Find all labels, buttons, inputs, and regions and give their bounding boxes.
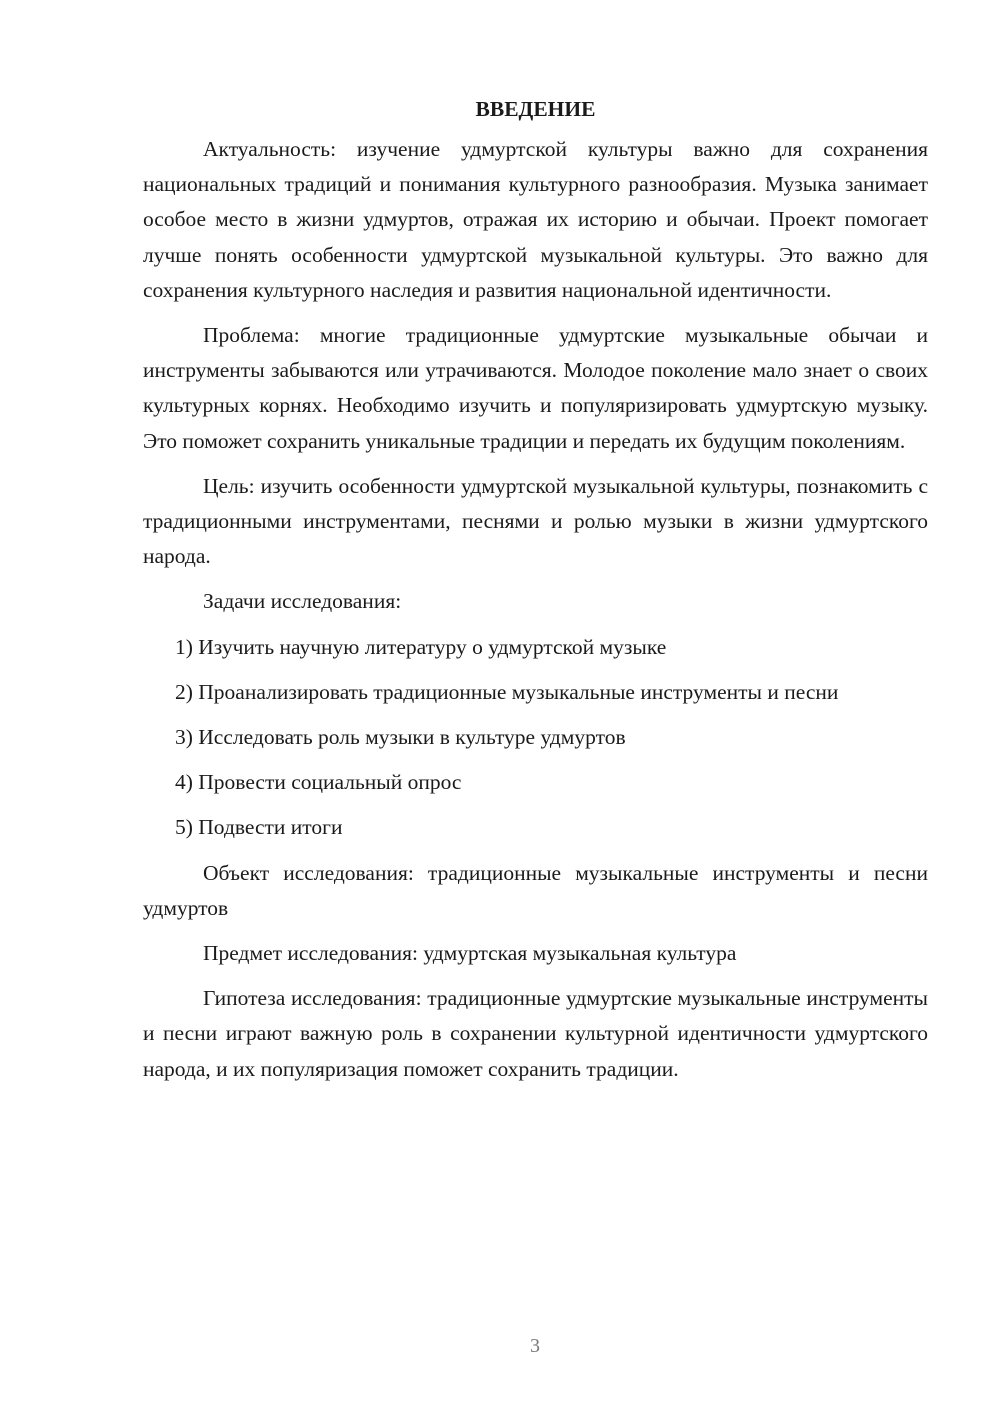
task-item: 5) Подвести итоги <box>175 815 343 840</box>
task-item: 3) Исследовать роль музыки в культуре удмуртов <box>175 725 626 750</box>
problem-paragraph: Проблема: многие традиционные удмуртские музыкальные обычаи и инструменты забываются или утрачиваются. Молодое поколение мало знает о своих культурных корнях. Необходимо изучить и популяризировать удмуртскую музыку. Это поможет сохранить уникальные традиции и передать их будущим поколениям. <box>143 323 928 453</box>
document-page <box>143 92 928 1097</box>
task-item: 4) Провести социальный опрос <box>175 770 462 795</box>
object-paragraph: Объект исследования: традиционные музыкальные инструменты и песни удмуртов <box>143 860 928 920</box>
section-title: ВВЕДЕНИЕ <box>475 97 596 121</box>
goal-paragraph: Цель: изучить особенности удмуртской музыкальной культуры, познакомить с традиционными инструментами, песнями и ролью музыки в жизни удмуртского народа. <box>143 473 928 569</box>
page-number: 3 <box>530 1335 540 1357</box>
task-item: 1) Изучить научную литературу о удмуртской музыке <box>175 634 667 659</box>
tasks-list <box>143 630 928 846</box>
task-item: 2) Проанализировать традиционные музыкальные инструменты и песни <box>175 679 839 704</box>
relevance-paragraph: Актуальность: изучение удмуртской культуры важно для сохранения национальных традиций и понимания культурного разнообразия. Музыка занимает особое место в жизни удмуртов, отражая их историю и обычаи. Проект помогает лучше понять особенности удмуртской музыкальной культуры. Это важно для сохранения культурного наследия и развития национальной идентичности. <box>143 137 928 302</box>
hypothesis-paragraph: Гипотеза исследования: традиционные удмуртские музыкальные инструменты и песни играют важную роль в сохранении культурной идентичности удмуртского народа, и их популяризация поможет сохранить традиции. <box>143 986 928 1081</box>
tasks-heading: Задачи исследования: <box>203 589 402 614</box>
subject-paragraph: Предмет исследования: удмуртская музыкальная культура <box>203 941 737 966</box>
